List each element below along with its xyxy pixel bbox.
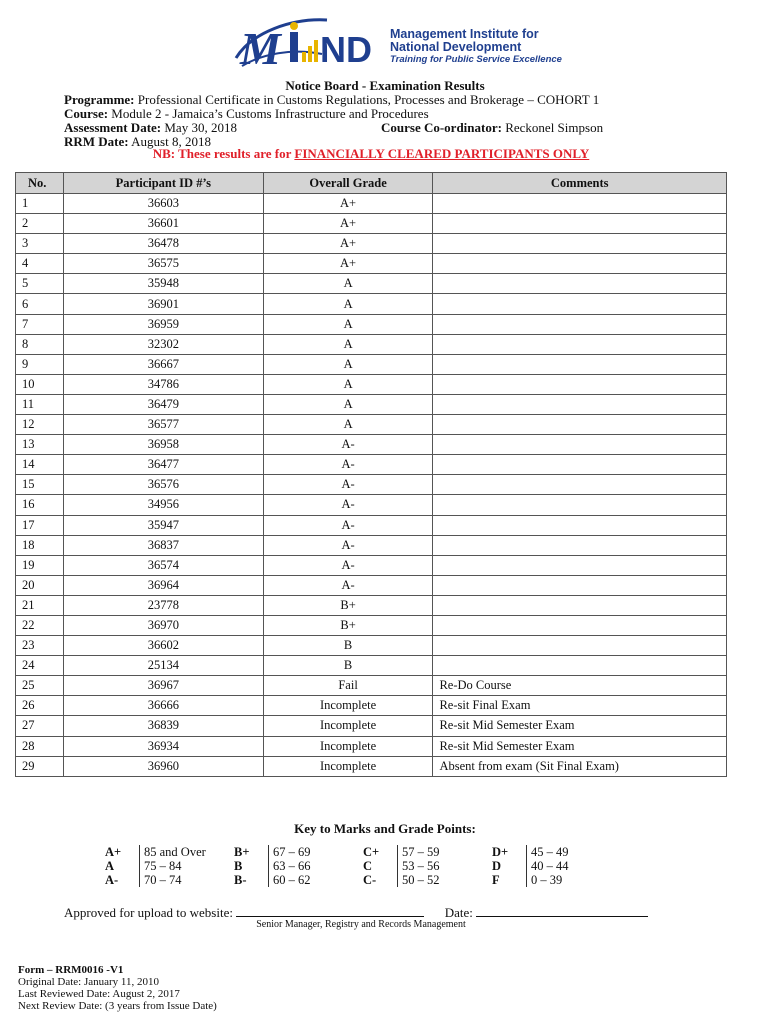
date-label: Date: (444, 905, 473, 920)
table-row (16, 636, 727, 656)
original-date: Original Date: January 11, 2010 (18, 976, 160, 988)
overall-grade-cell: B+ (263, 615, 433, 635)
grade-key-range: 45 – 49 (527, 845, 618, 859)
logo-tagline: Training for Public Service Excellence (390, 54, 562, 65)
overall-grade-cell: A (263, 334, 433, 354)
participant-id-cell: 36958 (63, 435, 263, 455)
participant-id-cell: 36839 (63, 716, 263, 736)
comment-cell (433, 575, 727, 595)
row-no-cell: 7 (16, 314, 64, 334)
grade-key-range: 57 – 59 (398, 845, 489, 859)
overall-grade-cell: A+ (263, 234, 433, 254)
overall-grade-cell: B+ (263, 595, 433, 615)
overall-grade-cell: Incomplete (263, 736, 433, 756)
logo-name-line2: National Development (390, 40, 522, 54)
table-row (16, 595, 727, 615)
participant-id-cell: 34956 (63, 495, 263, 515)
table-row (16, 495, 727, 515)
participant-id-cell: 36577 (63, 415, 263, 435)
participant-id-cell: 23778 (63, 595, 263, 615)
col-header-participant-id: Participant ID #’s (63, 173, 263, 194)
grade-key-table (101, 845, 617, 887)
overall-grade-cell: A (263, 314, 433, 334)
programme-value: Professional Certificate in Customs Regulations, Processes and Brokerage – COHORT 1 (137, 92, 600, 107)
overall-grade-cell: A (263, 354, 433, 374)
comment-cell (433, 334, 727, 354)
participant-id-cell: 36959 (63, 314, 263, 334)
overall-grade-cell: A+ (263, 214, 433, 234)
participant-id-cell: 36934 (63, 736, 263, 756)
course-value: Module 2 - Jamaica’s Customs Infrastructure and Procedures (111, 106, 429, 121)
grade-key-grade: B- (234, 873, 247, 887)
table-row (16, 656, 727, 676)
table-row (16, 696, 727, 716)
overall-grade-cell: A- (263, 515, 433, 535)
row-no-cell: 6 (16, 294, 64, 314)
row-no-cell: 9 (16, 354, 64, 374)
row-no-cell: 22 (16, 615, 64, 635)
logo-text (390, 28, 562, 66)
comment-cell (433, 615, 727, 635)
participant-id-cell: 36901 (63, 294, 263, 314)
row-no-cell: 24 (16, 656, 64, 676)
overall-grade-cell: A (263, 394, 433, 414)
table-row (16, 475, 727, 495)
row-no-cell: 21 (16, 595, 64, 615)
programme-line (64, 93, 704, 107)
grade-key-grade: B (234, 859, 243, 873)
table-row (16, 736, 727, 756)
grade-key-grade: F (492, 873, 500, 887)
participant-id-cell: 36960 (63, 756, 263, 776)
table-row (16, 455, 727, 475)
grade-key-body (101, 845, 617, 887)
approval-date-line (476, 905, 648, 917)
row-no-cell: 11 (16, 394, 64, 414)
logo-name-line1: Management Institute for (390, 27, 539, 41)
grade-key-row (101, 859, 617, 873)
table-row (16, 515, 727, 535)
overall-grade-cell: A- (263, 475, 433, 495)
approval-signature-line (236, 905, 424, 917)
row-no-cell: 23 (16, 636, 64, 656)
grade-key-range: 60 – 62 (269, 873, 360, 887)
overall-grade-cell: A+ (263, 254, 433, 274)
programme-label: Programme: (64, 92, 135, 107)
participant-id-cell: 36574 (63, 555, 263, 575)
grade-key-range: 53 – 56 (398, 859, 489, 873)
participant-id-cell: 32302 (63, 334, 263, 354)
comment-cell (433, 374, 727, 394)
table-row (16, 716, 727, 736)
comment-cell (433, 314, 727, 334)
table-row (16, 374, 727, 394)
grade-key-row (101, 845, 617, 859)
row-no-cell: 8 (16, 334, 64, 354)
participant-id-cell: 25134 (63, 656, 263, 676)
comment-cell (433, 595, 727, 615)
coordinator-label: Course Co-ordinator: (381, 120, 502, 135)
next-review-date: Next Review Date: (3 years from Issue Date) (18, 1000, 217, 1012)
table-row (16, 194, 727, 214)
table-row (16, 756, 727, 776)
row-no-cell: 13 (16, 435, 64, 455)
col-header-no: No. (16, 173, 64, 194)
participant-id-cell: 36477 (63, 455, 263, 475)
comment-cell (433, 656, 727, 676)
row-no-cell: 10 (16, 374, 64, 394)
row-no-cell: 15 (16, 475, 64, 495)
grade-key-grade: A+ (105, 845, 122, 859)
grade-key-grade: C- (363, 873, 377, 887)
grade-key-grade: C (363, 859, 373, 873)
svg-text:M: M (240, 23, 281, 70)
participant-id-cell: 36970 (63, 615, 263, 635)
rrm-label: RRM Date: (64, 134, 129, 149)
row-no-cell: 26 (16, 696, 64, 716)
overall-grade-cell: A- (263, 455, 433, 475)
comment-cell (433, 214, 727, 234)
overall-grade-cell: Incomplete (263, 696, 433, 716)
grade-key-range: 40 – 44 (527, 859, 618, 873)
comment-cell: Re-Do Course (433, 676, 727, 696)
comment-cell (433, 415, 727, 435)
overall-grade-cell: A (263, 374, 433, 394)
row-no-cell: 20 (16, 575, 64, 595)
row-no-cell: 1 (16, 194, 64, 214)
grade-key-grade: D+ (492, 845, 509, 859)
participant-id-cell: 36837 (63, 535, 263, 555)
row-no-cell: 2 (16, 214, 64, 234)
results-body (16, 194, 727, 777)
last-reviewed-date: Last Reviewed Date: August 2, 2017 (18, 988, 180, 1000)
participant-id-cell: 36967 (63, 676, 263, 696)
table-row (16, 254, 727, 274)
grade-key-range: 67 – 69 (269, 845, 360, 859)
comment-cell (433, 455, 727, 475)
comment-cell: Re-sit Final Exam (433, 696, 727, 716)
table-row (16, 334, 727, 354)
table-row (16, 535, 727, 555)
grade-key-grade: D (492, 859, 502, 873)
comment-cell: Re-sit Mid Semester Exam (433, 736, 727, 756)
table-row (16, 415, 727, 435)
comment-cell (433, 475, 727, 495)
overall-grade-cell: B (263, 656, 433, 676)
table-row (16, 234, 727, 254)
notice-title: Notice Board - Examination Results (285, 78, 485, 93)
approved-label: Approved for upload to website: (64, 905, 233, 920)
svg-text:ND: ND (320, 29, 372, 70)
overall-grade-cell: Incomplete (263, 756, 433, 776)
table-row (16, 214, 727, 234)
mind-logo-mark (232, 14, 387, 70)
row-no-cell: 17 (16, 515, 64, 535)
grade-key-grade: C+ (363, 845, 380, 859)
form-footer (18, 964, 217, 1012)
row-no-cell: 3 (16, 234, 64, 254)
course-label: Course: (64, 106, 109, 121)
overall-grade-cell: A (263, 274, 433, 294)
grade-key-range: 63 – 66 (269, 859, 360, 873)
grade-key-row (101, 873, 617, 887)
grade-key-grade: A (105, 859, 115, 873)
col-header-comments: Comments (433, 173, 727, 194)
results-header-row (16, 173, 727, 194)
row-no-cell: 16 (16, 495, 64, 515)
overall-grade-cell: A- (263, 555, 433, 575)
nb-emphasis: FINANCIALLY CLEARED PARTICIPANTS ONLY (294, 146, 590, 161)
comment-cell (433, 555, 727, 575)
mind-logo (232, 14, 562, 70)
comment-cell (433, 254, 727, 274)
table-row (16, 676, 727, 696)
comment-cell (433, 294, 727, 314)
nb-prefix: NB: These results are for (152, 146, 292, 161)
comment-cell: Re-sit Mid Semester Exam (433, 716, 727, 736)
participant-id-cell: 36603 (63, 194, 263, 214)
grade-key-range: 70 – 74 (140, 873, 231, 887)
table-row (16, 294, 727, 314)
results-table (15, 172, 727, 777)
assessment-label: Assessment Date: (64, 120, 162, 135)
overall-grade-cell: A- (263, 575, 433, 595)
coordinator-value: Reckonel Simpson (505, 120, 604, 135)
row-no-cell: 28 (16, 736, 64, 756)
comment-cell (433, 194, 727, 214)
comment-cell (433, 354, 727, 374)
row-no-cell: 18 (16, 535, 64, 555)
overall-grade-cell: B (263, 636, 433, 656)
participant-id-cell: 36576 (63, 475, 263, 495)
overall-grade-cell: A (263, 415, 433, 435)
rrm-value: August 8, 2018 (131, 134, 211, 149)
comment-cell (433, 435, 727, 455)
comment-cell: Absent from exam (Sit Final Exam) (433, 756, 727, 776)
row-no-cell: 27 (16, 716, 64, 736)
coordinator-line (381, 121, 681, 135)
table-row (16, 354, 727, 374)
comment-cell (433, 274, 727, 294)
table-row (16, 575, 727, 595)
overall-grade-cell: A- (263, 495, 433, 515)
course-line (64, 107, 704, 121)
table-row (16, 615, 727, 635)
row-no-cell: 19 (16, 555, 64, 575)
key-title: Key to Marks and Grade Points: (294, 821, 476, 836)
grade-key-range: 50 – 52 (398, 873, 489, 887)
table-row (16, 555, 727, 575)
overall-grade-cell: A+ (263, 194, 433, 214)
participant-id-cell: 36602 (63, 636, 263, 656)
participant-id-cell: 34786 (63, 374, 263, 394)
overall-grade-cell: A- (263, 435, 433, 455)
overall-grade-cell: A- (263, 535, 433, 555)
overall-grade-cell: Fail (263, 676, 433, 696)
grade-key-range: 75 – 84 (140, 859, 231, 873)
table-row (16, 274, 727, 294)
row-no-cell: 25 (16, 676, 64, 696)
comment-cell (433, 636, 727, 656)
participant-id-cell: 36667 (63, 354, 263, 374)
table-row (16, 314, 727, 334)
table-row (16, 435, 727, 455)
participant-id-cell: 36666 (63, 696, 263, 716)
table-row (16, 394, 727, 414)
nb-notice (0, 147, 742, 161)
participant-id-cell: 36601 (63, 214, 263, 234)
participant-id-cell: 36479 (63, 394, 263, 414)
participant-id-cell: 36478 (63, 234, 263, 254)
row-no-cell: 5 (16, 274, 64, 294)
approval-role: Senior Manager, Registry and Records Management (256, 919, 466, 930)
grade-key-grade: B+ (234, 845, 250, 859)
grade-key-range: 85 and Over (140, 845, 231, 859)
col-header-overall-grade: Overall Grade (263, 173, 433, 194)
participant-id-cell: 36964 (63, 575, 263, 595)
row-no-cell: 12 (16, 415, 64, 435)
overall-grade-cell: A (263, 294, 433, 314)
comment-cell (433, 515, 727, 535)
comment-cell (433, 234, 727, 254)
row-no-cell: 29 (16, 756, 64, 776)
row-no-cell: 14 (16, 455, 64, 475)
comment-cell (433, 394, 727, 414)
form-number: Form – RRM0016 -V1 (18, 964, 124, 976)
row-no-cell: 4 (16, 254, 64, 274)
participant-id-cell: 35948 (63, 274, 263, 294)
comment-cell (433, 535, 727, 555)
grade-key-grade: A- (105, 873, 119, 887)
assessment-value: May 30, 2018 (164, 120, 237, 135)
participant-id-cell: 36575 (63, 254, 263, 274)
grade-key-range: 0 – 39 (527, 873, 618, 887)
overall-grade-cell: Incomplete (263, 716, 433, 736)
participant-id-cell: 35947 (63, 515, 263, 535)
comment-cell (433, 495, 727, 515)
